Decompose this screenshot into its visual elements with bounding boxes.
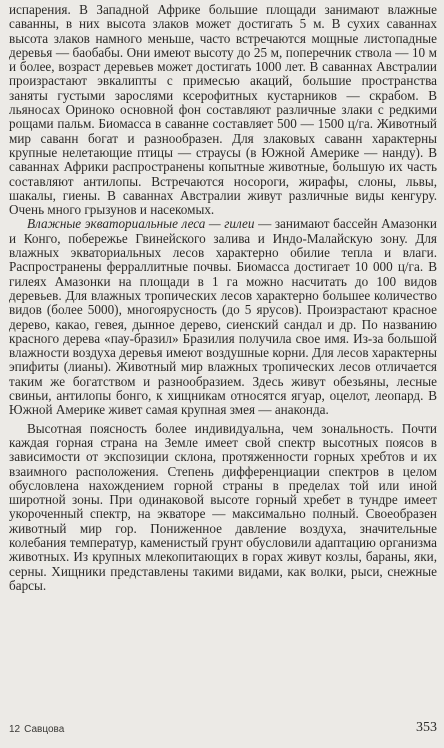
paragraph-savannas: испарения. В Западной Африке большие площади занимают влажные саванны, в них высота злаков может достигать 5 м. В сухих саваннах высота злаков намного меньше, часто встречаются мощные листопадные деревья — баобабы. Они имеют высоту до 25 м, поперечник ствола — 10 м и более, возраст деревьев может достигать 1000 лет. В саваннах Австралии произрастают эвкалипты с примесью акаций, большие пространства заняты густыми зарослями ксерофитных кустарников — скрабом. В льяносах Ориноко основной фон составляют различные злаки с редкими рощами пальм. Биомасса в саванне составляет 500 — 1500 ц/га. Животный мир саванн богат и разнообразен. Для злаковых саванн характерны крупные нелетающие птицы — страусы (в Южной Америке — нанду). В саваннах Африки распространены копытные животные, большую их часть составляют антилопы. Встречаются носороги, жирафы, слоны, львы, шакалы, гиены. В саваннах Австралии живут различные виды кенгуру. Очень много грызунов и насекомых. bbox=[9, 2, 437, 218]
signature-number: 12 bbox=[9, 724, 21, 735]
term-equatorial-forests: Влажные экваториальные леса — гилеи bbox=[27, 216, 255, 232]
signature-name: Савцова bbox=[24, 724, 65, 735]
page-footer bbox=[9, 722, 437, 738]
printer-signature bbox=[9, 724, 68, 735]
paragraph-altitudinal-zonation: Высотная поясность более индивидуальна, чем зональность. Почти каждая горная страна на Земле имеет свой спектр высотных поясов в зависимости от экспозиции склона, протяженности горных хребтов и их взаимного расположения. Степень дифференциации спектров в целом обусловлена нахождением горной страны в пределах той или иной широтной зоны. При одинаковой высоте горный хребет в тундре имеет укороченный спектр, на экваторе — максимально полный. Своеобразен животный мир гор. Пониженное давление воздуха, значительные колебания температур, каменистый грунт обусловили адаптацию организма животных. Из крупных млекопитающих в горах живут козлы, бараны, яки, серны. Хищники представлены такими видами, как волки, рыси, снежные барсы. bbox=[9, 420, 437, 593]
body-text bbox=[9, 3, 437, 593]
paragraph-equatorial-forests bbox=[9, 217, 437, 417]
paragraph-equatorial-forests-text: — занимают бассейн Амазонки и Конго, побережье Гвинейского залива и Индо-Малайскую зону. Для влажных экваториальных лесов характерно обилие тепла и влаги. Распространены ферраллитные почвы. Биомасса достигает 10 000 ц/га. В гилеях Амазонки на площади в 1 га можно насчитать до 100 видов деревьев. Для влажных тропических лесов характерно большее количество видов (более 5000), многоярусность (до 5 ярусов). Произрастают красное дерево, какао, гевея, дынное дерево, сиенский сандал и др. По названию красного дерева «пау-бразил» Бразилия получила свое имя. Из-за большой влажности воздуха деревья имеют воздушные корни. Для лесов характерны эпифиты (лианы). Животный мир влажных тропических лесов отличается таким же богатством и разнообразием. Здесь живут обезьяны, лесные свиньи, антилопы бонго, к хищникам относятся ягуар, оцелот, леопард. В Южной Америке живет самая крупная змея — анаконда. bbox=[9, 216, 437, 418]
page-number: 353 bbox=[416, 720, 437, 735]
